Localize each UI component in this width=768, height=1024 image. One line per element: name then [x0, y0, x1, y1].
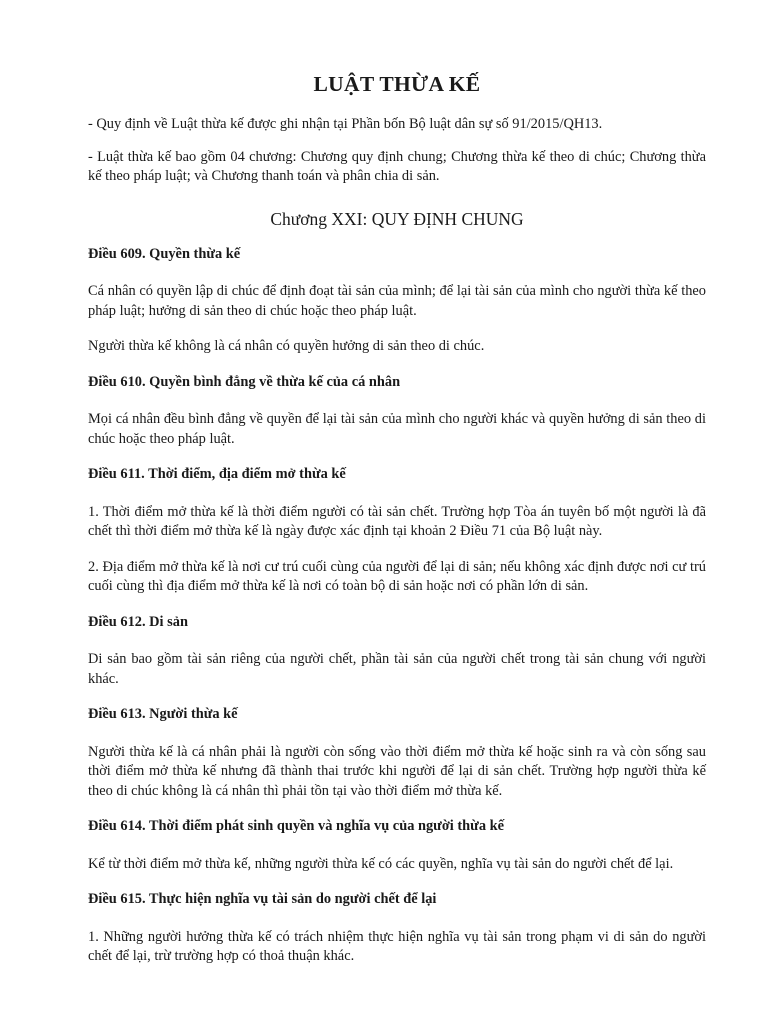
article-heading: Điều 609. Quyền thừa kế [88, 245, 241, 262]
article-614 [88, 817, 706, 874]
article-paragraph: 2. Địa điểm mở thừa kế là nơi cư trú cuối cùng của người để lại di sản; nếu không xác định được nơi cư trú cuối cùng thì địa điểm mở thừa kế là nơi có toàn bộ di sản hoặc nơi có phần lớn di sản. [88, 558, 706, 594]
article-609 [88, 245, 706, 357]
article-612 [88, 613, 706, 690]
article-paragraph: 1. Thời điểm mở thừa kế là thời điểm người có tài sản chết. Trường hợp Tòa án tuyên bố một người là đã chết thì thời điểm mở thừa kế là ngày được xác định tại khoản 2 Điều 71 của Bộ luật này. [88, 503, 706, 539]
article-heading: Điều 612. Di sản [88, 613, 188, 630]
document-title: LUẬT THỪA KẾ [313, 72, 481, 96]
article-paragraph: Mọi cá nhân đều bình đẳng về quyền để lại tài sản của mình cho người khác và quyền hưởng di sản theo di chúc hoặc theo pháp luật. [88, 411, 706, 447]
chapter-title: Chương XXI: QUY ĐỊNH CHUNG [270, 208, 524, 229]
article-611 [88, 465, 706, 597]
intro-paragraph: - Luật thừa kế bao gồm 04 chương: Chương quy định chung; Chương thừa kế theo di chúc; Chương thừa kế theo pháp luật; và Chương thanh toán và phân chia di sản. [88, 148, 706, 184]
article-615 [88, 890, 706, 967]
article-paragraph: Người thừa kế là cá nhân phải là người còn sống vào thời điểm mở thừa kế hoặc sinh ra và còn sống sau thời điểm mở thừa kế nhưng đã thành thai trước khi người để lại di sản chết. Trường hợp người thừa kế theo di chúc không là cá nhân thì phải tồn tại vào thời điểm mở thừa kế. [88, 743, 706, 799]
intro-paragraph: - Quy định về Luật thừa kế được ghi nhận tại Phần bốn Bộ luật dân sự số 91/2015/QH13. [88, 116, 603, 132]
article-paragraph: Di sản bao gồm tài sản riêng của người chết, phần tài sản của người chết trong tài sản chung với người khác. [88, 651, 706, 687]
article-heading: Điều 614. Thời điểm phát sinh quyền và nghĩa vụ của người thừa kế [88, 818, 505, 834]
article-heading: Điều 611. Thời điểm, địa điểm mở thừa kế [88, 466, 346, 482]
article-heading: Điều 615. Thực hiện nghĩa vụ tài sản do người chết để lại [88, 891, 437, 907]
article-paragraph: Người thừa kế không là cá nhân có quyền hưởng di sản theo di chúc. [88, 338, 485, 354]
article-610 [88, 373, 706, 450]
article-613 [88, 705, 706, 801]
article-paragraph: 1. Những người hưởng thừa kế có trách nhiệm thực hiện nghĩa vụ tài sản trong phạm vi di sản do người chết để lại, trừ trường hợp có thoả thuận khác. [88, 928, 706, 964]
article-heading: Điều 613. Người thừa kế [88, 706, 238, 722]
article-heading: Điều 610. Quyền bình đẳng về thừa kế của cá nhân [88, 373, 401, 390]
article-paragraph: Cá nhân có quyền lập di chúc để định đoạt tài sản của mình; để lại tài sản của mình cho người thừa kế theo pháp luật; hưởng di sản theo di chúc hoặc theo pháp luật. [88, 283, 706, 319]
article-paragraph: Kể từ thời điểm mở thừa kế, những người thừa kế có các quyền, nghĩa vụ tài sản do người chết để lại. [88, 855, 674, 872]
